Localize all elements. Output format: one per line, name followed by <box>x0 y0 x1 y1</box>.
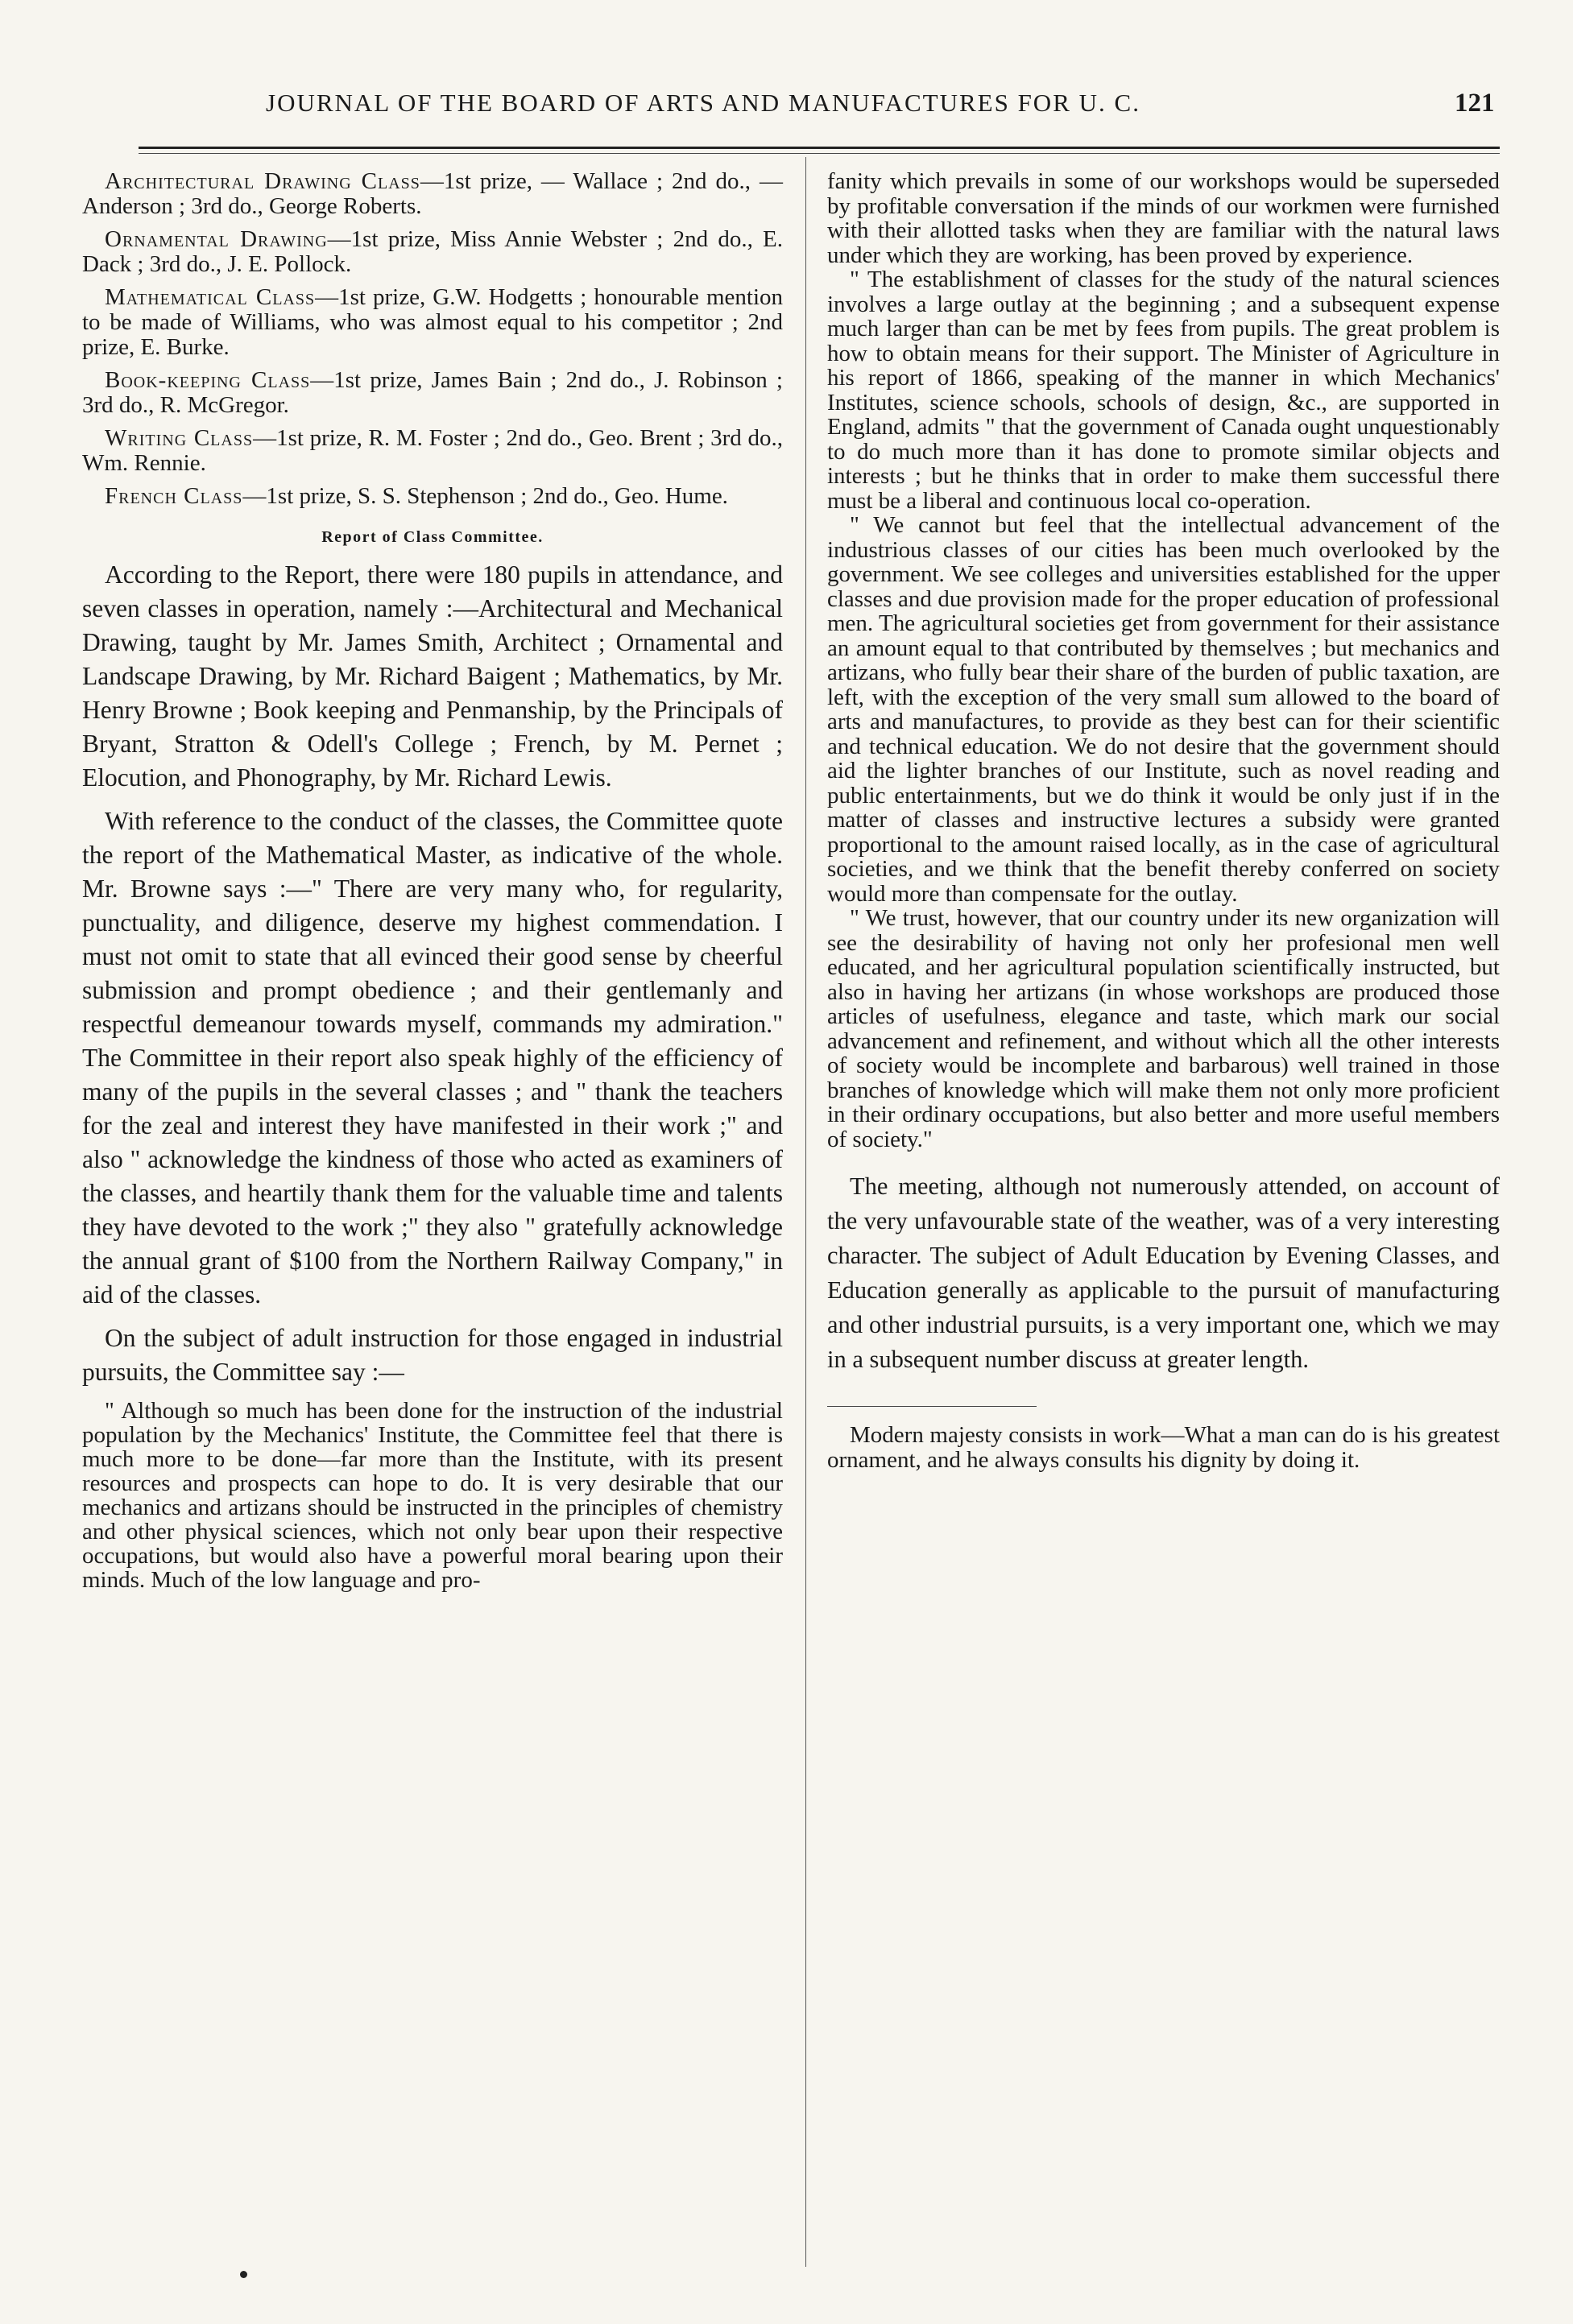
prize-winners: —1st prize, James Bain ; 2nd do., J. Robinson ; 3rd do., R. McGregor. <box>82 367 783 418</box>
report-paragraph: On the subject of adult instruction for those engaged in industrial pursuits, the Committee say :— <box>82 1324 783 1386</box>
section-heading: Report of Class Committee. <box>321 528 544 546</box>
prize-winners: —1st prize, G.W. Hodgetts ; honourable mention to be made of Williams, who was almost equal to his competitor ; 2nd prize, E. Burke. <box>82 284 783 360</box>
prize-entry <box>82 484 783 509</box>
prize-class-name: Writing Class <box>105 425 254 451</box>
page-number: 121 <box>1455 89 1495 118</box>
journal-title: JOURNAL OF THE BOARD OF ARTS AND MANUFACTURES FOR U. C. <box>266 89 1140 117</box>
left-column <box>82 169 783 1592</box>
footnote-rule <box>827 1406 1037 1407</box>
column-divider <box>805 157 806 2267</box>
prize-class-name: Ornamental Drawing <box>105 226 328 252</box>
header-rule-thin <box>139 153 1500 154</box>
committee-quote: " We trust, however, that our country under its new organization will see the desirability of having not only her profesional men well educated, and her agricultural population scientifically instructed, but also in having her artizans (in whose workshops are produced those articles of usefulness, elegance and taste, which mark our social advancement and refinement, and without which all the other interests of society would be incomplete and barbarous) well trained in those branches of knowledge which will make them not only more proficient in their ordinary occupations, but also better and more useful members of society." <box>827 905 1500 1152</box>
right-column <box>827 169 1500 1473</box>
footnote: Modern majesty consists in work—What a man can do is his greatest ornament, and he always consults his dignity by doing it. <box>827 1422 1500 1473</box>
committee-quote: " Although so much has been done for the instruction of the industrial population by the Mechanics' Institute, the Committee feel that there is much more to be done—far more than the Institute, with its present resources and prospects can hope to do. It is very desirable that our mechanics and artizans should be instructed in the principles of chemistry and other physical sciences, which not only bear upon their respective occupations, but would also have a powerful moral bearing upon their minds. Much of the low language and pro- <box>82 1398 783 1593</box>
prize-class-name: French Class <box>105 483 243 509</box>
prize-entry <box>82 426 783 476</box>
report-paragraph: With reference to the conduct of the classes, the Committee quote the report of the Mathematical Master, as indicative of the whole. Mr. Browne says :—" There are very many who, for regularity, punctuality, and diligence, deserve my highest commendation. I must not omit to state that all evinced their good sense by cheerful submission and prompt obedience ; and their gentlemanly and respectful demeanour towards myself, commands my admiration." The Committee in their report also speak highly of the efficiency of many of the pupils in the several classes ; and " thank the teachers for the zeal and interest they have manifested in their work ;" and also " acknowledge the kindness of those who acted as examiners of the classes, and heartily thank them for the valuable time and talents they have devoted to the work ;" they also " gratefully acknowledge the annual grant of $100 from the Northern Railway Company," in aid of the classes. <box>82 807 783 1309</box>
committee-quote: " The establishment of classes for the study of the natural sciences involves a large outlay at the beginning ; and a subsequent expense much larger than can be met by fees from pupils. The great problem is how to obtain means for their support. The Minister of Agriculture in his report of 1866, speaking of the manner in which Mechanics' Institutes, science schools, schools of design, &c., are supported in England, admits " that the government of Canada ought unquestionably to do much more than it has done to promote similar objects and interests ; but he thinks that in order to make them successful there must be a liberal and continuous local co-operation. <box>827 267 1500 514</box>
header-rule-thick <box>139 147 1500 149</box>
prize-winners: —1st prize, S. S. Stephenson ; 2nd do., Geo. Hume. <box>242 483 728 509</box>
prize-winners: —1st prize, Miss Annie Webster ; 2nd do., E. Dack ; 3rd do., J. E. Pollock. <box>82 226 784 277</box>
prize-list <box>82 169 783 509</box>
page-dot <box>240 2271 247 2278</box>
running-header <box>0 89 1573 137</box>
prize-class-name: Architectural Drawing Class <box>105 168 420 194</box>
prize-class-name: Book-keeping Class <box>105 367 311 393</box>
prize-entry <box>82 285 783 360</box>
prize-winners: —1st prize, R. M. Foster ; 2nd do., Geo. Brent ; 3rd do., Wm. Rennie. <box>82 425 783 476</box>
prize-entry <box>82 227 783 277</box>
committee-quote: " We cannot but feel that the intellectual advancement of the industrious classes of our cities has been much overlooked by the government. We see colleges and universities established for the upper classes and due provision made for the proper education of professional men. The agricultural societies get from government for their assistance an amount equal to that contributed by themselves ; but mechanics and artizans, who fully bear their share of the burden of public taxation, are left, with the exception of the very small sum allowed to the board of arts and manufactures, to provide as they best can for their scientific and technical education. We do not desire that the government should aid the lighter branches of our Institute, such as novel reading and public entertainments, but we do think it would be only just if in the matter of classes and instructive lectures a subsidy were granted proportional to the amount raised locally, as in the case of agricultural societies, and we think that the benefit thereby conferred on society would more than compensate for the outlay. <box>827 512 1500 907</box>
prize-winners: —1st prize, — Wallace ; 2nd do., — Anderson ; 3rd do., George Roberts. <box>82 168 783 219</box>
prize-entry <box>82 368 783 418</box>
prize-entry <box>82 169 783 219</box>
closing-paragraph: The meeting, although not numerously attended, on account of the very unfavourable state of the weather, was of a very interesting character. The subject of Adult Education by Evening Classes, and Education generally as applicable to the pursuit of manufacturing and other industrial pursuits, is a very important one, which we may in a subsequent number discuss at greater length. <box>827 1172 1500 1373</box>
prize-class-name: Mathematical Class <box>105 284 316 310</box>
report-paragraph: According to the Report, there were 180 pupils in attendance, and seven classes in operation, namely :—Architectural and Mechanical Drawing, taught by Mr. James Smith, Architect ; Ornamental and Landscape Drawing, by Mr. Richard Baigent ; Mathematics, by Mr. Henry Browne ; Book keeping and Penmanship, by the Principals of Bryant, Stratton & Odell's College ; French, by M. Pernet ; Elocution, and Phonography, by Mr. Richard Lewis. <box>82 560 783 792</box>
committee-quote-continued: fanity which prevails in some of our workshops would be superseded by profitable conversation if the minds of our workmen were furnished with their allotted tasks when they are familiar with the natural laws under which they are working, has been proved by experience. <box>827 168 1500 268</box>
